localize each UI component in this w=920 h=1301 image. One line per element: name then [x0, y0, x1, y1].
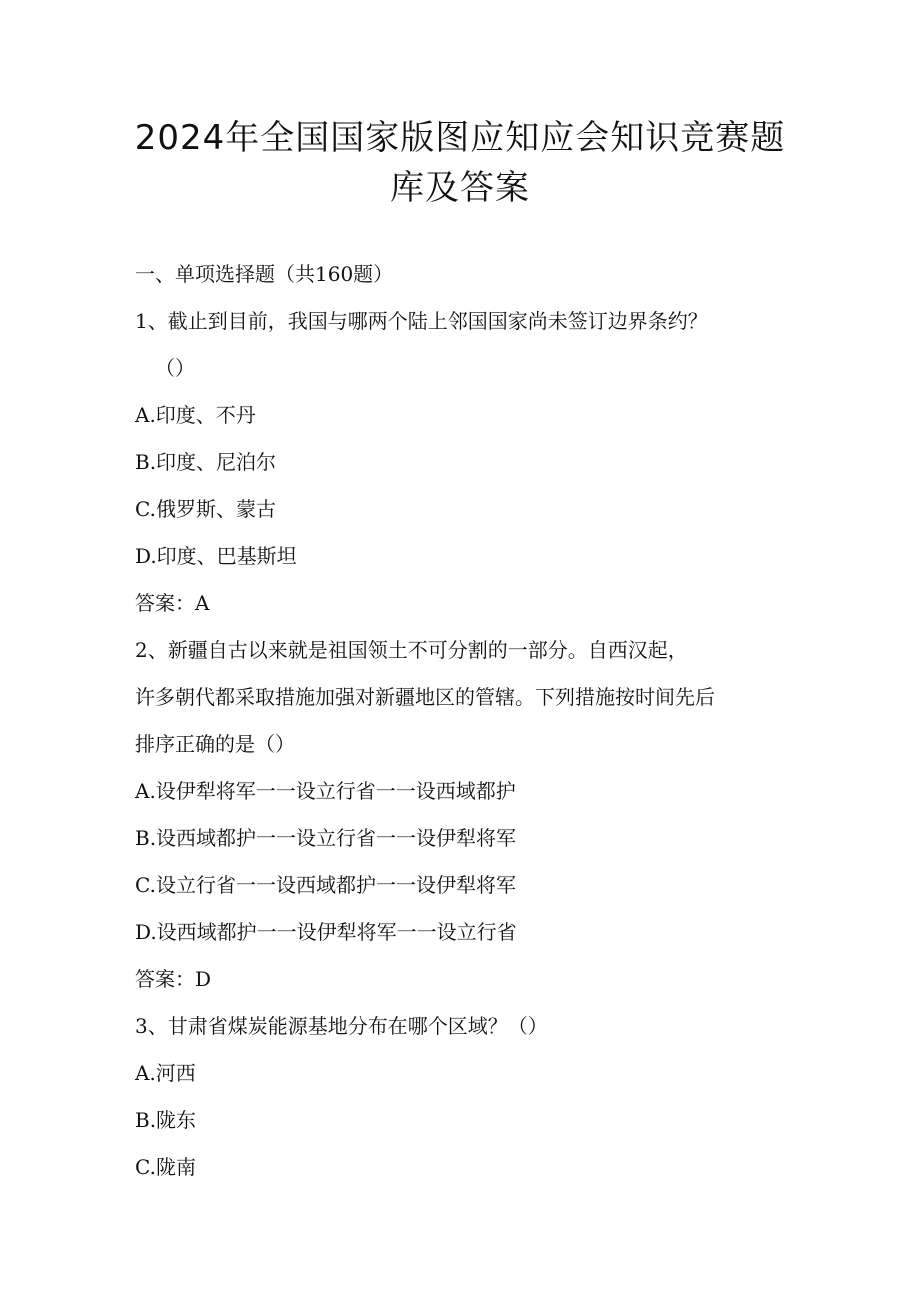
question-1-option-b: B.印度、尼泊尔: [135, 450, 277, 474]
question-2-stem-line-3: 排序正确的是（）: [135, 732, 295, 756]
section-heading: 一、单项选择题（共160题）: [135, 262, 394, 286]
question-2-stem-line-1: 2、新疆自古以来就是祖国领土不可分割的一部分。自西汉起，: [135, 638, 688, 662]
question-1-option-a: A.印度、不丹: [135, 403, 256, 427]
question-3-option-c: C.陇南: [135, 1155, 196, 1179]
question-2-option-c: C.设立行省一一设西域都护一一设伊犁将军: [135, 873, 516, 897]
question-3-stem-line-1: 3、甘肃省煤炭能源基地分布在哪个区域？（）: [135, 1014, 548, 1038]
question-2-answer: 答案：D: [135, 967, 212, 991]
question-1-stem-line-1: 1、截止到目前，我国与哪两个陆上邻国国家尚未签订边界条约？: [135, 309, 708, 333]
question-1-option-c: C.俄罗斯、蒙古: [135, 497, 276, 521]
document-title-line-1: 2024年全国国家版图应知应会知识竞赛题: [134, 118, 786, 158]
question-1-stem-line-2: （）: [155, 356, 195, 380]
question-2-stem-line-2: 许多朝代都采取措施加强对新疆地区的管辖。下列措施按时间先后: [135, 685, 715, 709]
question-2-option-d: D.设西域都护一一设伊犁将军一一设立行省: [135, 920, 517, 944]
question-1-answer: 答案：A: [135, 591, 210, 615]
question-1-option-d: D.印度、巴基斯坦: [135, 544, 297, 568]
document-title-line-2: 库及答案: [390, 168, 530, 208]
question-2-option-b: B.设西域都护一一设立行省一一设伊犁将军: [135, 826, 517, 850]
question-3-option-b: B.陇东: [135, 1108, 197, 1132]
question-3-option-a: A.河西: [135, 1061, 196, 1085]
question-2-option-a: A.设伊犁将军一一设立行省一一设西域都护: [135, 779, 516, 803]
